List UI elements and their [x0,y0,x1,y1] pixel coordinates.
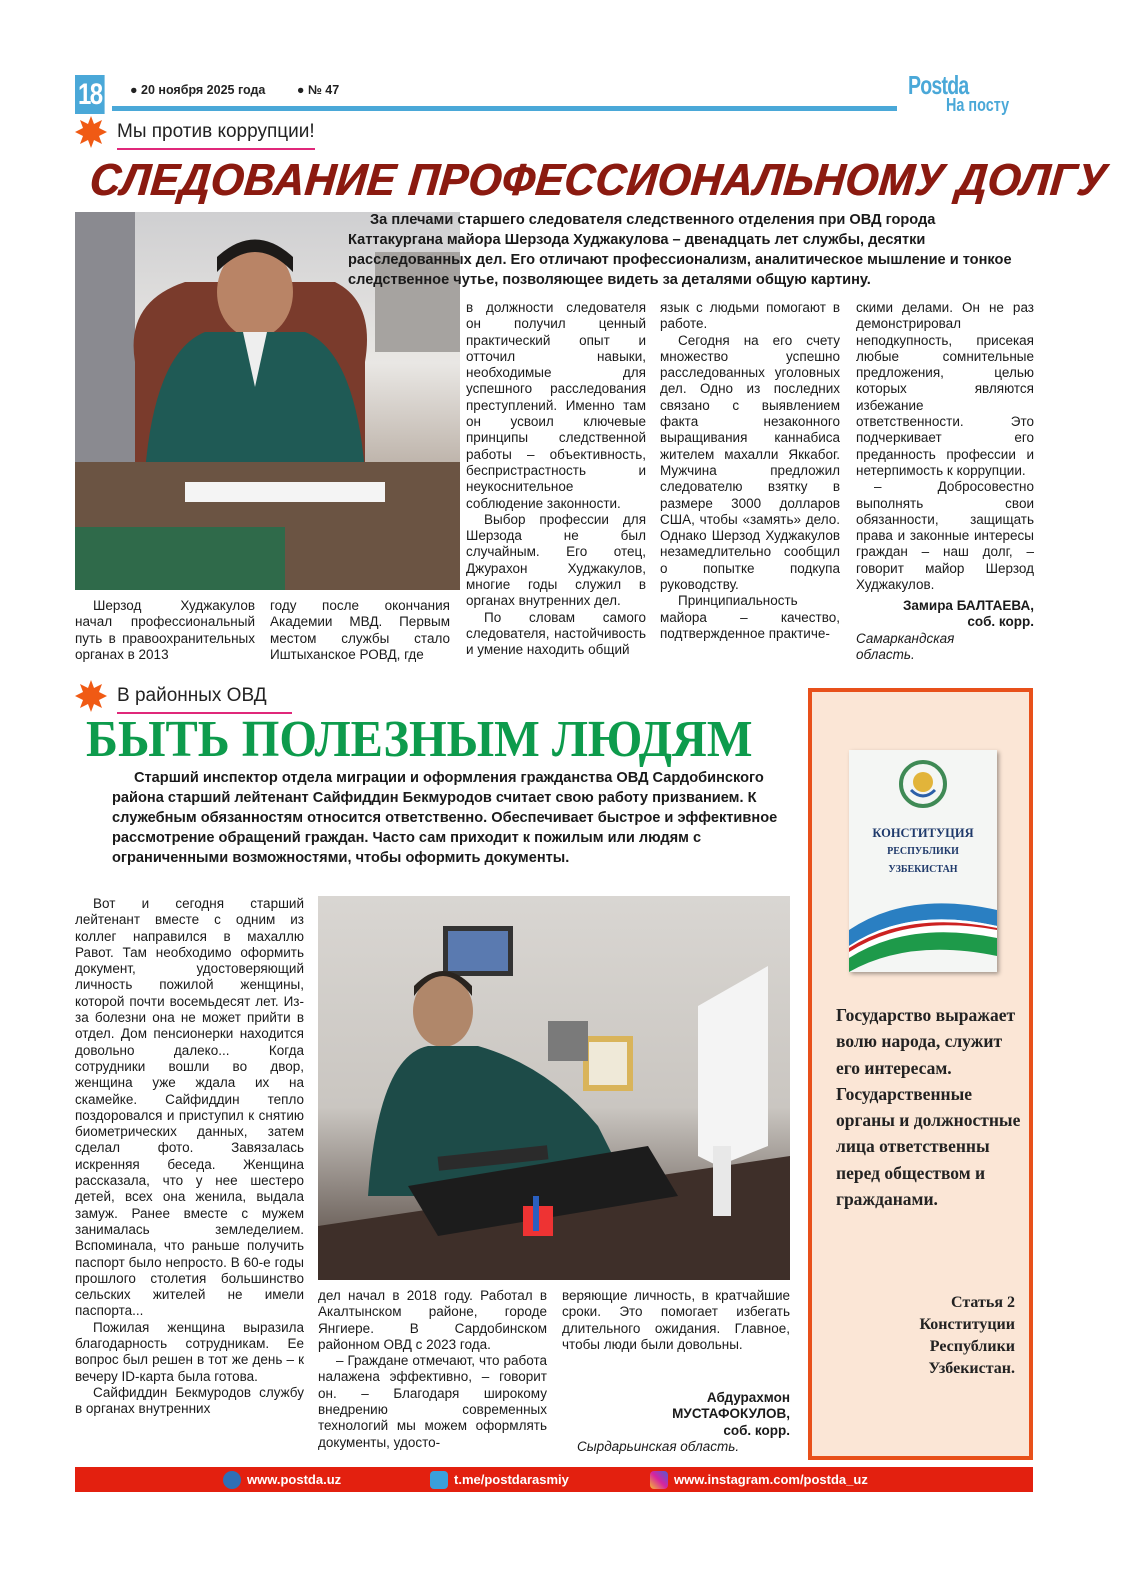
article1-column-1 [75,598,255,663]
page-number: 18 [75,75,105,114]
globe-icon [223,1471,241,1489]
book-title: КОНСТИТУЦИЯ [872,826,974,840]
paragraph: Шерзод Худжакулов начал профессиональный путь в правоохранительных органах в 2013 [75,598,255,662]
constitution-quote: Государство выражает волю народа, служит его интересам. Государственные органы и должностные лица ответственны перед обществом и гражданами. [836,1005,1021,1210]
footer-bar [75,1467,1033,1492]
paragraph: Сегодня на его счету множество успешно расследованных уголовных дел. Одно из последних связано с выявлением факта незаконного выращивания каннабиса жителем махалли Яккабог. Мужчина предложил следователю взятку в размере 3000 долларов США, чтобы «замять» дело. Однако Шерзод Худжакулов незамедлительно сообщил о попытке подкупа руководству. [660,332,840,593]
author-name: Замира БАЛТАЕВА, [902,598,1034,613]
article1-column-5 [856,300,1034,593]
lead-text: За плечами старшего следователя следственного отделения при ОВД города Каттакургана майора Шерзода Худжакулова – двенадцать лет службы, десятки расследованных дел. Его отличают профессионализм, аналитическое мышление и тонкое следственное чутье, позволяющее видеть за деталями общую картину. [348,212,1012,288]
logo-line2: На посту [946,95,1010,115]
article1-column-3 [466,300,646,659]
state-emblem-icon [897,758,949,810]
headline-article2: БЫТЬ ПОЛЕЗНЫМ ЛЮДЯМ [86,711,753,768]
article1-byline [856,598,1034,663]
issue-number: № 47 [307,83,340,97]
author-role: соб. корр. [723,1422,790,1438]
footer-telegram-link[interactable] [430,1467,569,1492]
telegram-url[interactable]: t.me/postdarasmiy [454,1472,569,1487]
paragraph: в должности следователя он получил ценный практический опыт и отточил навыки, необходимые для успешного расследования преступлений. Именно там он усвоил ключевые принципы следственной работы – объективность, беспристрастность и неукоснительное соблюдение законности. [466,300,646,511]
article1-column-4 [660,300,840,642]
lead-text: Старший инспектор отдела миграции и оформления гражданства ОВД Сардобинского района старший лейтенант Сайфиддин Бекмуродов считает свою работу призванием. К служебным обязанностям относится ответственно. Обеспечивает быстрое и эффективное рассмотрение обращений граждан. Часто сам приходит к пожилым или людям с ограниченными возможностями, чтобы оформить документы. [112,770,778,866]
header-divider [112,106,897,111]
footer-instagram-link[interactable] [650,1467,868,1492]
quote-attribution [919,1292,1015,1380]
attribution-line: Республики [929,1338,1015,1355]
issue-date: 20 ноября 2025 года [141,83,266,97]
rubric-article1 [117,121,315,143]
rubric-label: Мы против коррупции! [117,121,315,142]
paragraph: году после окончания Академии МВД. Первым местом службы стало Иштыханское РОВД, где [270,598,450,662]
article2-column-2 [318,1288,547,1451]
author-name: МУСТАФОКУЛОВ, [672,1406,790,1422]
article2-column-3 [562,1288,790,1353]
paragraph: язык с людьми помогают в работе. [660,300,840,332]
author-role: соб. корр. [967,614,1034,630]
lead-article2 [112,768,792,868]
star-burst-icon [75,116,107,148]
author-first-name: Абдурахмон [706,1390,790,1405]
star-burst-icon [75,680,107,712]
telegram-icon [430,1471,448,1489]
instagram-url[interactable]: www.instagram.com/postda_uz [674,1472,868,1487]
book-subtitle2: УЗБЕКИСТАН [888,864,958,875]
footer-website-link[interactable] [223,1467,341,1492]
photo-inspector [318,896,790,1280]
dateline: ● 20 ноября 2025 года ● № 47 [130,83,340,97]
instagram-icon [650,1471,668,1489]
book-subtitle1: РЕСПУБЛИКИ [887,846,959,857]
attribution-line: Статья 2 [951,1294,1015,1311]
paragraph: дел начал в 2018 году. Работал в Акалтынском районе, городе Янгиере. В Сардобинском районном ОВД с 2023 года. [318,1288,547,1352]
paragraph: – Граждане отмечают, что работа налажена эффективно, – говорит он. – Благодаря широкому внедрению современных технологий мы можем оформлять документы, удосто- [318,1353,547,1450]
headline-article1: СЛЕДОВАНИЕ ПРОФЕССИОНАЛЬНОМУ ДОЛГУ [87,154,1109,205]
constitution-book-image [849,750,997,972]
paragraph: По словам самого следователя, настойчивость и умение находить общий [466,609,646,658]
lead-article1 [348,210,1032,290]
paragraph: Принципиальность майора – качество, подтвержденное практиче- [660,593,840,641]
article1-column-2 [270,598,450,663]
paragraph: Выбор профессии для Шерзода не был случайным. Его отец, Джурахон Худжакулов, многие годы служил в органах внутренних дел. [466,511,646,609]
author-region: Сырдарьинская область. [577,1438,740,1454]
paragraph: Вот и сегодня старший лейтенант вместе с одним из коллег направился в махаллю Равот. Там необходимо оформить документ, удостоверяющий личность пожилой женщины, которой почти восемьдесят лет. Из-за болезни она не может прийти в отдел. Дом пенсионерки находится довольно далеко... Когда сотрудники вошли во двор, женщина уже ждала их на скамейке. Сайфиддин тепло поздоровался и приступил к снятию биометрических данных, затем сделал фото. Завязалась искренняя беседа. Женщина рассказала, что у нее шестеро детей, всех она женила, выдала замуж. Ранее вместе с мужем занималась земледелием. Вспоминала, что раньше получить паспорт было непросто. В 60-е годы прошлого столетия большинство сельских жителей не имели паспорта... [75,896,304,1319]
author-region: Самаркандская область. [856,630,955,662]
rubric-label: В районных ОВД [117,685,267,706]
rubric-underline [117,148,315,150]
flag-wave [849,890,997,972]
rubric-article2 [117,685,267,707]
paragraph: – Добросовестно выполнять свои обязанности, защищать права и законные интересы граждан – наш долг, – говорит майор Шерзод Худжакулов. [856,479,1034,593]
logo-line1: Postda [908,70,969,100]
newspaper-logo [908,72,1036,116]
paragraph: Сайфиддин Бекмуродов службу в органах внутренних [75,1384,304,1417]
paragraph: веряющие личность, в кратчайшие сроки. Это помогает избегать длительного ожидания. Главное, чтобы люди были довольны. [562,1288,790,1352]
article2-byline [562,1390,790,1455]
paragraph: Пожилая женщина выразила благодарность сотрудникам. Ее вопрос был решен в тот же день – к вечеру ID-карта была готова. [75,1319,304,1384]
attribution-line: Узбекистан. [928,1360,1015,1377]
website-url[interactable]: www.postda.uz [247,1472,342,1487]
article2-column-1 [75,896,304,1418]
paragraph: скими делами. Он не раз демонстрировал неподкупность, присекая любые сомнительные предложения, целью которых являются избежание ответственности. Это подчеркивает его преданность профессии и нетерпимость к коррупции. [856,300,1034,478]
attribution-line: Конституции [919,1316,1015,1333]
constitution-quote-box [808,688,1033,1460]
